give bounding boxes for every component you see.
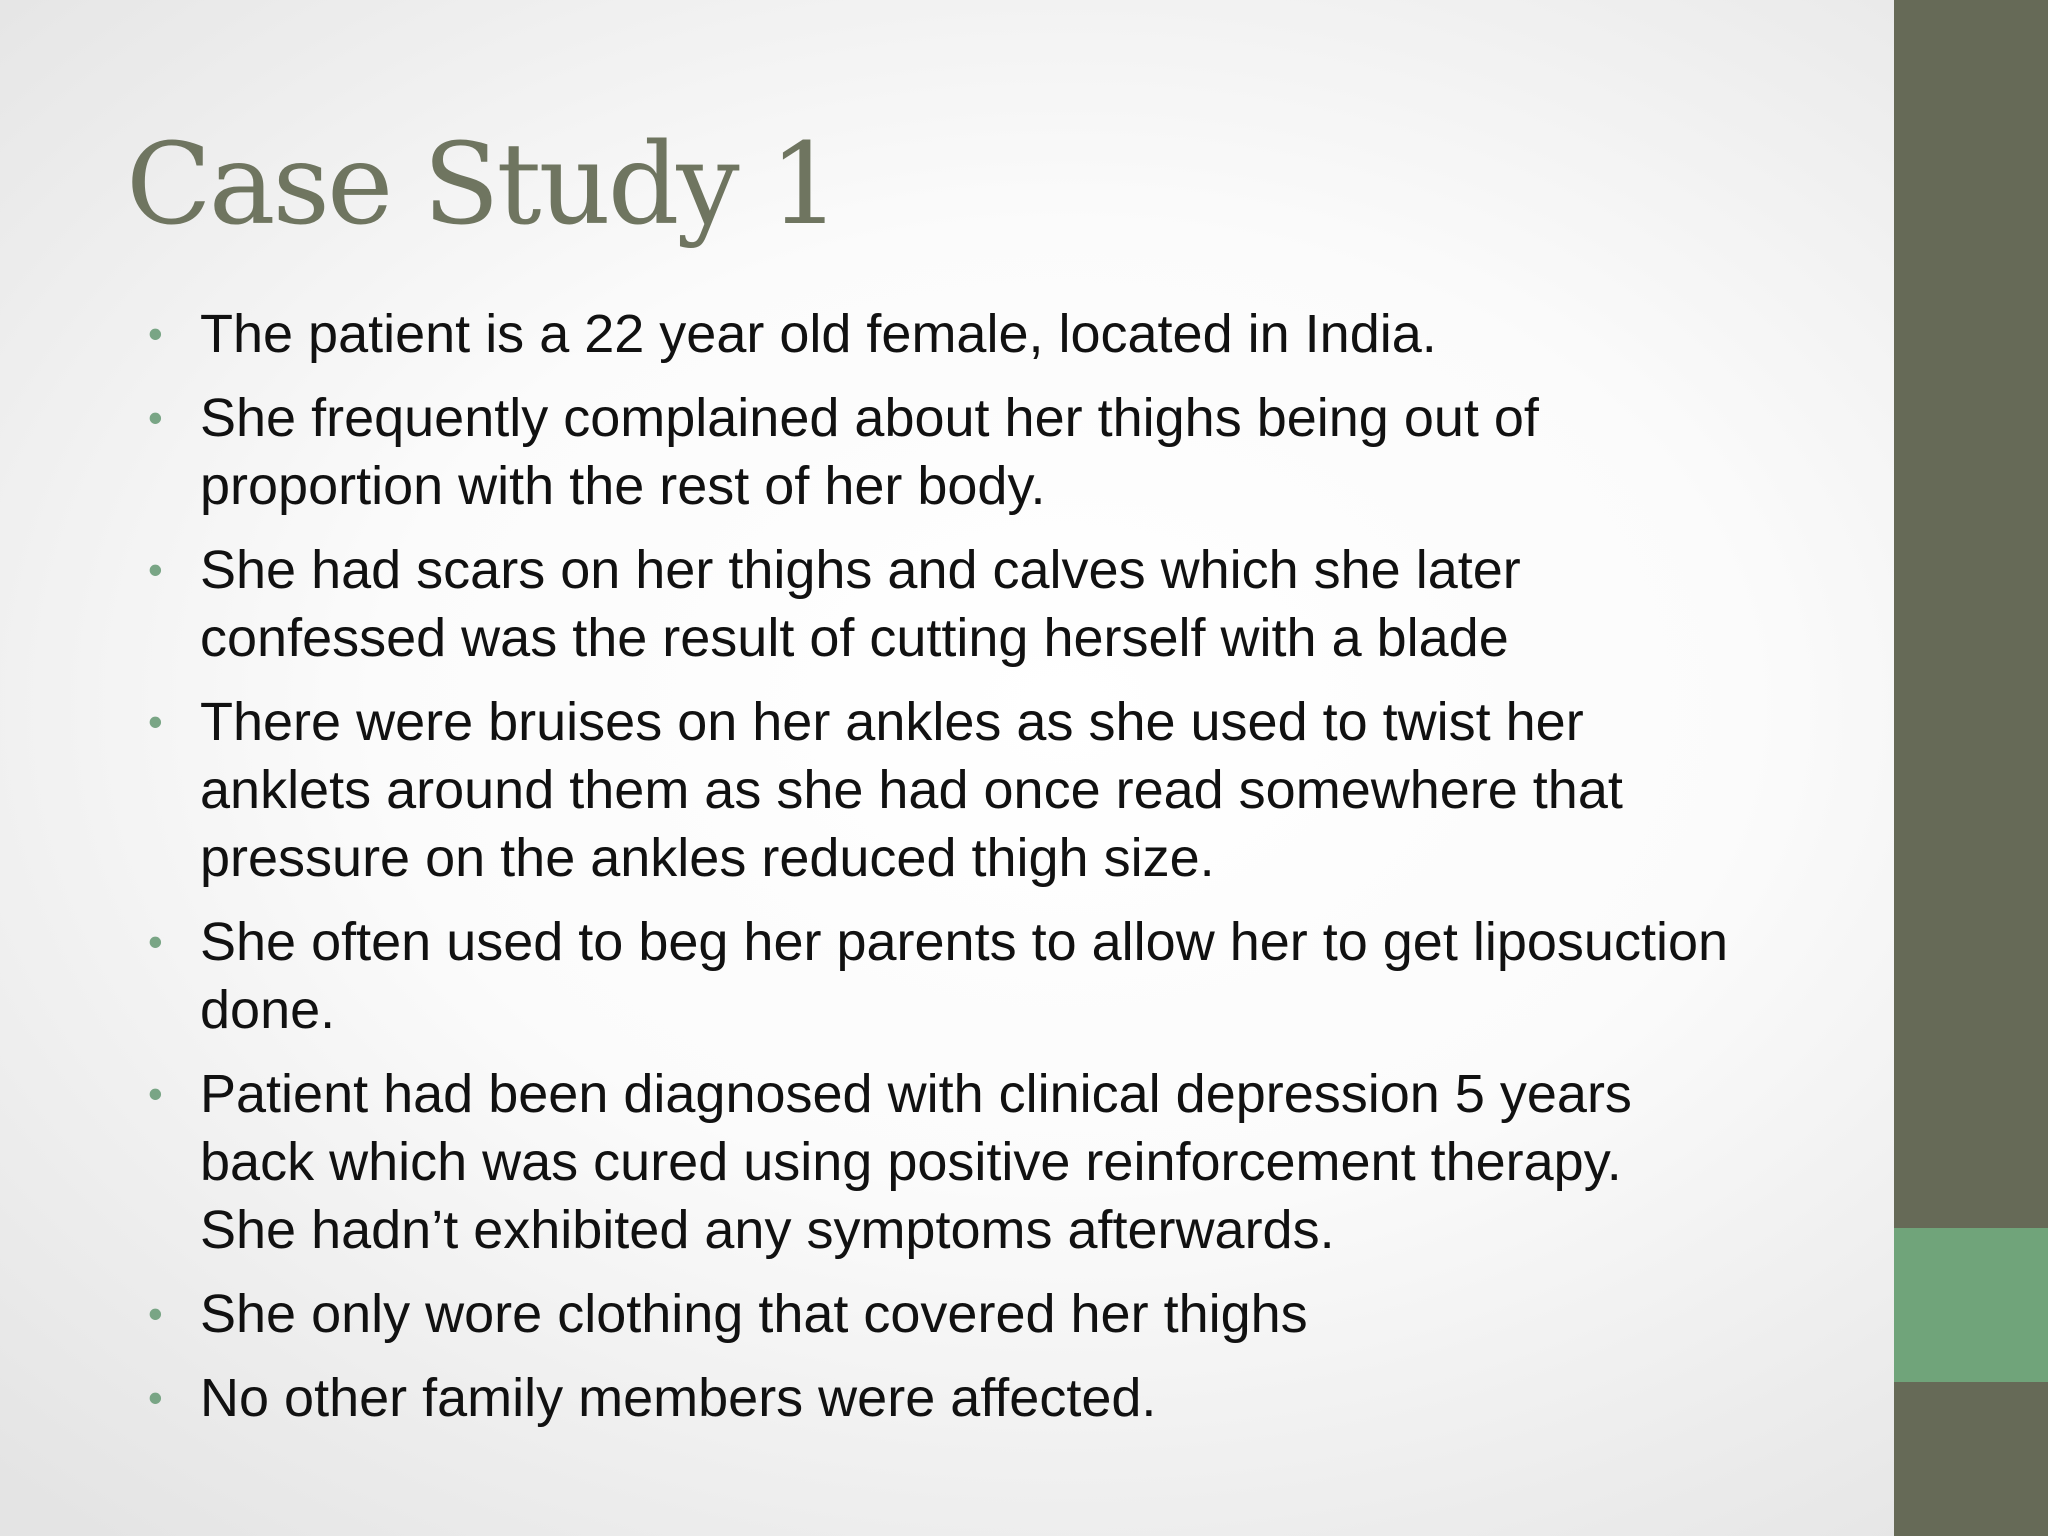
bullet-item (148, 384, 1728, 520)
bullet-item (148, 300, 1728, 368)
bullet-item (148, 536, 1728, 672)
bullet-text: The patient is a 22 year old female, located in India. (200, 304, 1437, 364)
right-sidebar-band (1894, 0, 2048, 1536)
bullet-item (148, 1280, 1728, 1348)
bullet-text: She often used to beg her parents to allow her to get liposuction done. (200, 912, 1729, 1040)
bullet-dot-icon: • (148, 918, 163, 965)
bullet-item (148, 688, 1728, 892)
slide-title: Case Study 1 (126, 120, 838, 250)
bullet-item (148, 1060, 1728, 1264)
bullet-dot-icon: • (148, 1290, 163, 1337)
bullet-dot-icon: • (148, 1070, 163, 1117)
bullet-dot-icon: • (148, 310, 163, 357)
bullet-item (148, 1364, 1728, 1432)
bullet-text: No other family members were affected. (200, 1368, 1157, 1428)
bullet-dot-icon: • (148, 394, 163, 441)
bullet-dot-icon: • (148, 1374, 163, 1421)
bullet-text: She frequently complained about her thighs being out of proportion with the rest of her body. (200, 388, 1539, 516)
bullet-item (148, 908, 1728, 1044)
bullet-dot-icon: • (148, 698, 163, 745)
bullet-text: She had scars on her thighs and calves which she later confessed was the result of cutting herself with a blade (200, 540, 1521, 668)
bullet-text: Patient had been diagnosed with clinical depression 5 years back which was cured using positive reinforcement therapy. She hadn’t exhibited any symptoms afterwards. (200, 1064, 1632, 1260)
bullet-text: There were bruises on her ankles as she used to twist her anklets around them as she had once read somewhere that pressure on the ankles reduced thigh size. (200, 692, 1623, 888)
bullet-dot-icon: • (148, 546, 163, 593)
bullet-text: She only wore clothing that covered her thighs (200, 1284, 1308, 1344)
sidebar-accent-block (1894, 1228, 2048, 1382)
bullet-list (148, 300, 1728, 1448)
